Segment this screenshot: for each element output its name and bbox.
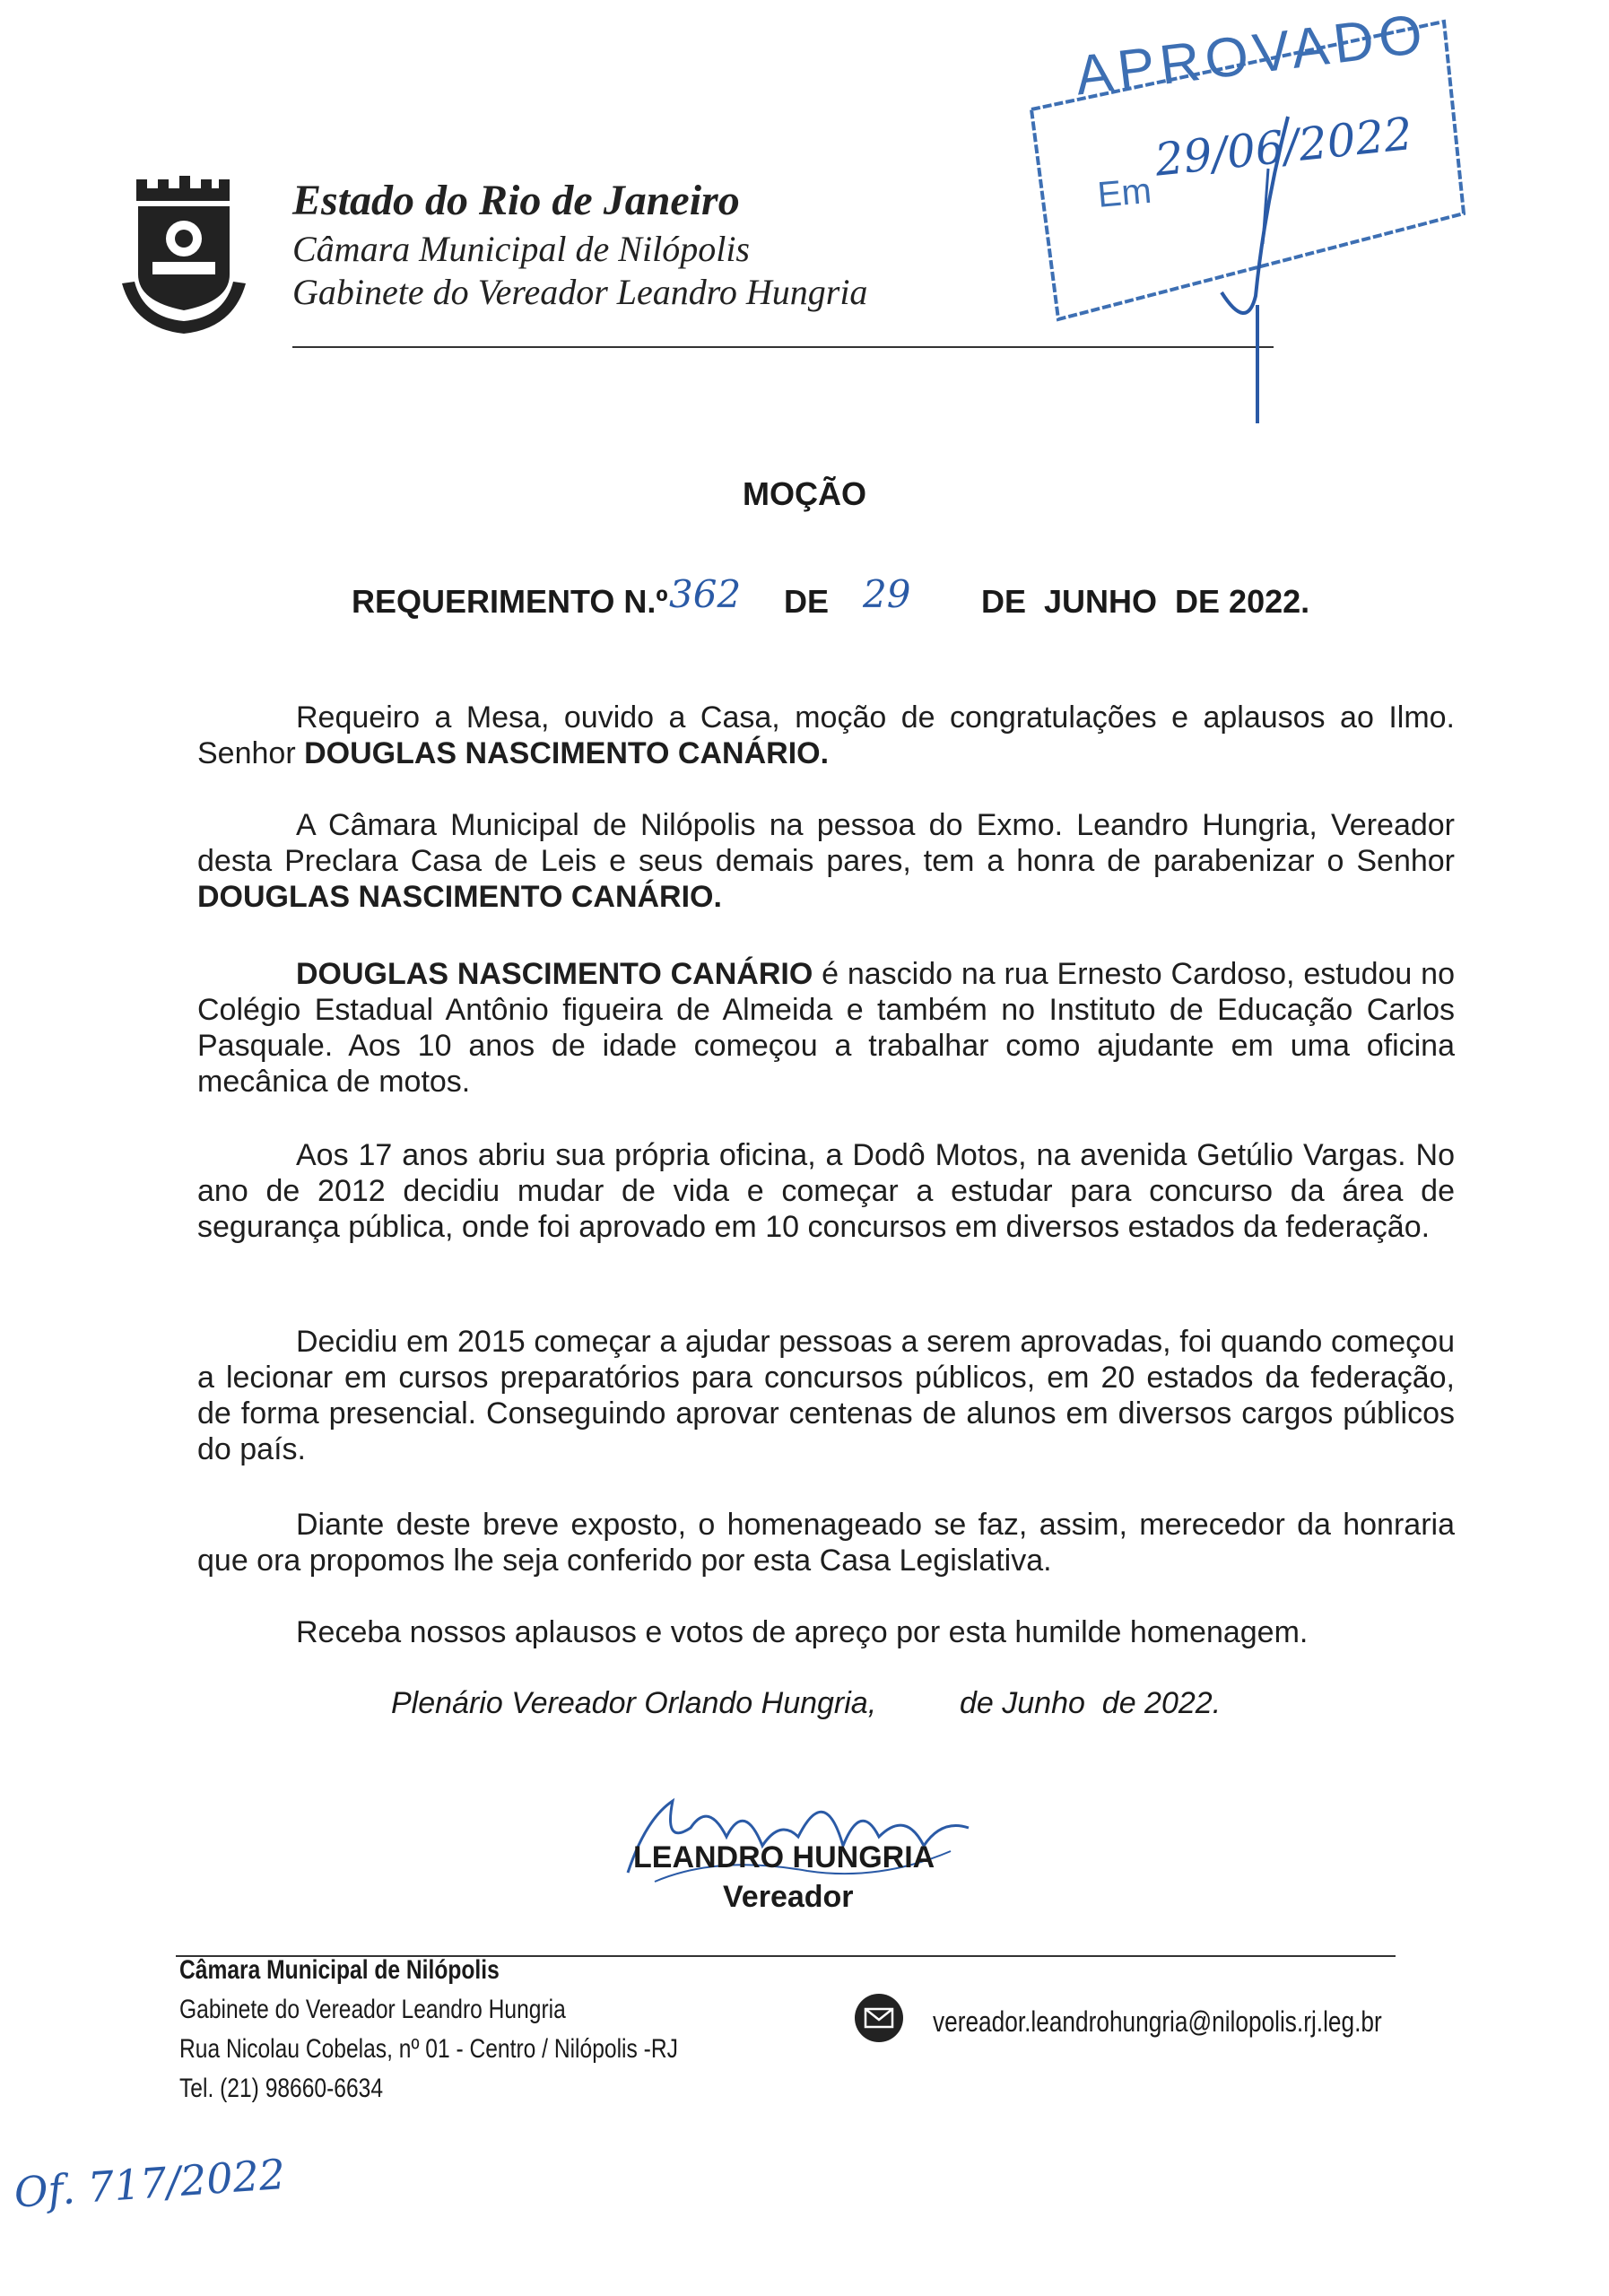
requerimento-label: REQUERIMENTO N.º xyxy=(352,583,668,620)
signatory-role: Vereador xyxy=(723,1880,854,1914)
footer-camara: Câmara Municipal de Nilópolis xyxy=(179,1955,500,1985)
document-title: MOÇÃO xyxy=(743,475,866,512)
paragraph-7: Receba nossos aplausos e votos de apreço por esta humilde homenagem. xyxy=(296,1615,1309,1649)
plenario-place: Plenário Vereador Orlando Hungria, xyxy=(391,1686,877,1720)
signatory-name: LEANDRO HUNGRIA xyxy=(633,1840,935,1874)
footer-email[interactable]: vereador.leandrohungria@nilopolis.rj.leg.br xyxy=(933,2005,1382,2038)
requerimento-day: 29 xyxy=(863,572,911,616)
email-icon xyxy=(854,1993,904,2043)
plenario-date: de Junho de 2022. xyxy=(960,1686,1222,1720)
footer-gabinete: Gabinete do Vereador Leandro Hungria xyxy=(179,1995,566,2024)
paragraph-3: DOUGLAS NASCIMENTO CANÁRIO é nascido na rua Ernesto Cardoso, estudou no Colégio Estadual Antônio figueira de Almeida e também no Instituto de Educação Carlos Pasquale. Aos 10 anos de idade começou a trabalhar como ajudante em uma oficina mecânica de motos. xyxy=(197,957,1455,1099)
header-gabinete: Gabinete do Vereador Leandro Hungria xyxy=(292,272,868,312)
stamp-title: APROVADO xyxy=(1072,2,1431,108)
stamp-em-label: Em xyxy=(1096,170,1153,215)
requerimento-number: 362 xyxy=(669,572,742,616)
handwritten-office-number: Of. 717/2022 xyxy=(13,2149,287,2217)
stamp-date: 29/06/2022 xyxy=(1152,107,1415,187)
header-state: Estado do Rio de Janeiro xyxy=(292,177,740,224)
paragraph-4: Aos 17 anos abriu sua própria oficina, a Dodô Motos, na avenida Getúlio Vargas. No ano de 2012 decidiu mudar de vida e começar a estudar para concurso da área de segurança pública, onde foi aprovado em 10 concursos em diversos estados da federação. xyxy=(197,1138,1455,1244)
footer-phone: Tel. (21) 98660-6634 xyxy=(179,2074,384,2103)
municipal-crest-icon xyxy=(117,176,251,337)
header-camara: Câmara Municipal de Nilópolis xyxy=(292,229,750,269)
footer-address: Rua Nicolau Cobelas, nº 01 - Centro / Nilópolis -RJ xyxy=(179,2034,678,2064)
requerimento-de-label: DE xyxy=(784,583,830,620)
paragraph-1: Requeiro a Mesa, ouvido a Casa, moção de congratulações e aplausos ao Ilmo. Senhor DOUGLAS NASCIMENTO CANÁRIO. xyxy=(197,700,1455,770)
requerimento-date-rest: DE JUNHO DE 2022. xyxy=(981,583,1310,620)
paragraph-2: A Câmara Municipal de Nilópolis na pessoa do Exmo. Leandro Hungria, Vereador desta Preclara Casa de Leis e seus demais pares, tem a honra de parabenizar o Senhor DOUGLAS NASCIMENTO CANÁRIO. xyxy=(197,808,1455,914)
paragraph-6: Diante deste breve exposto, o homenageado se faz, assim, merecedor da honraria que ora propomos lhe seja conferido por esta Casa Legislativa. xyxy=(197,1508,1455,1578)
paragraph-5: Decidiu em 2015 começar a ajudar pessoas a serem aprovadas, foi quando começou a lecionar em cursos preparatórios para concursos públicos, em 20 estados da federação, de forma presencial. Conseguindo aprovar centenas de alunos em diversos cargos públicos do país. xyxy=(197,1325,1455,1466)
